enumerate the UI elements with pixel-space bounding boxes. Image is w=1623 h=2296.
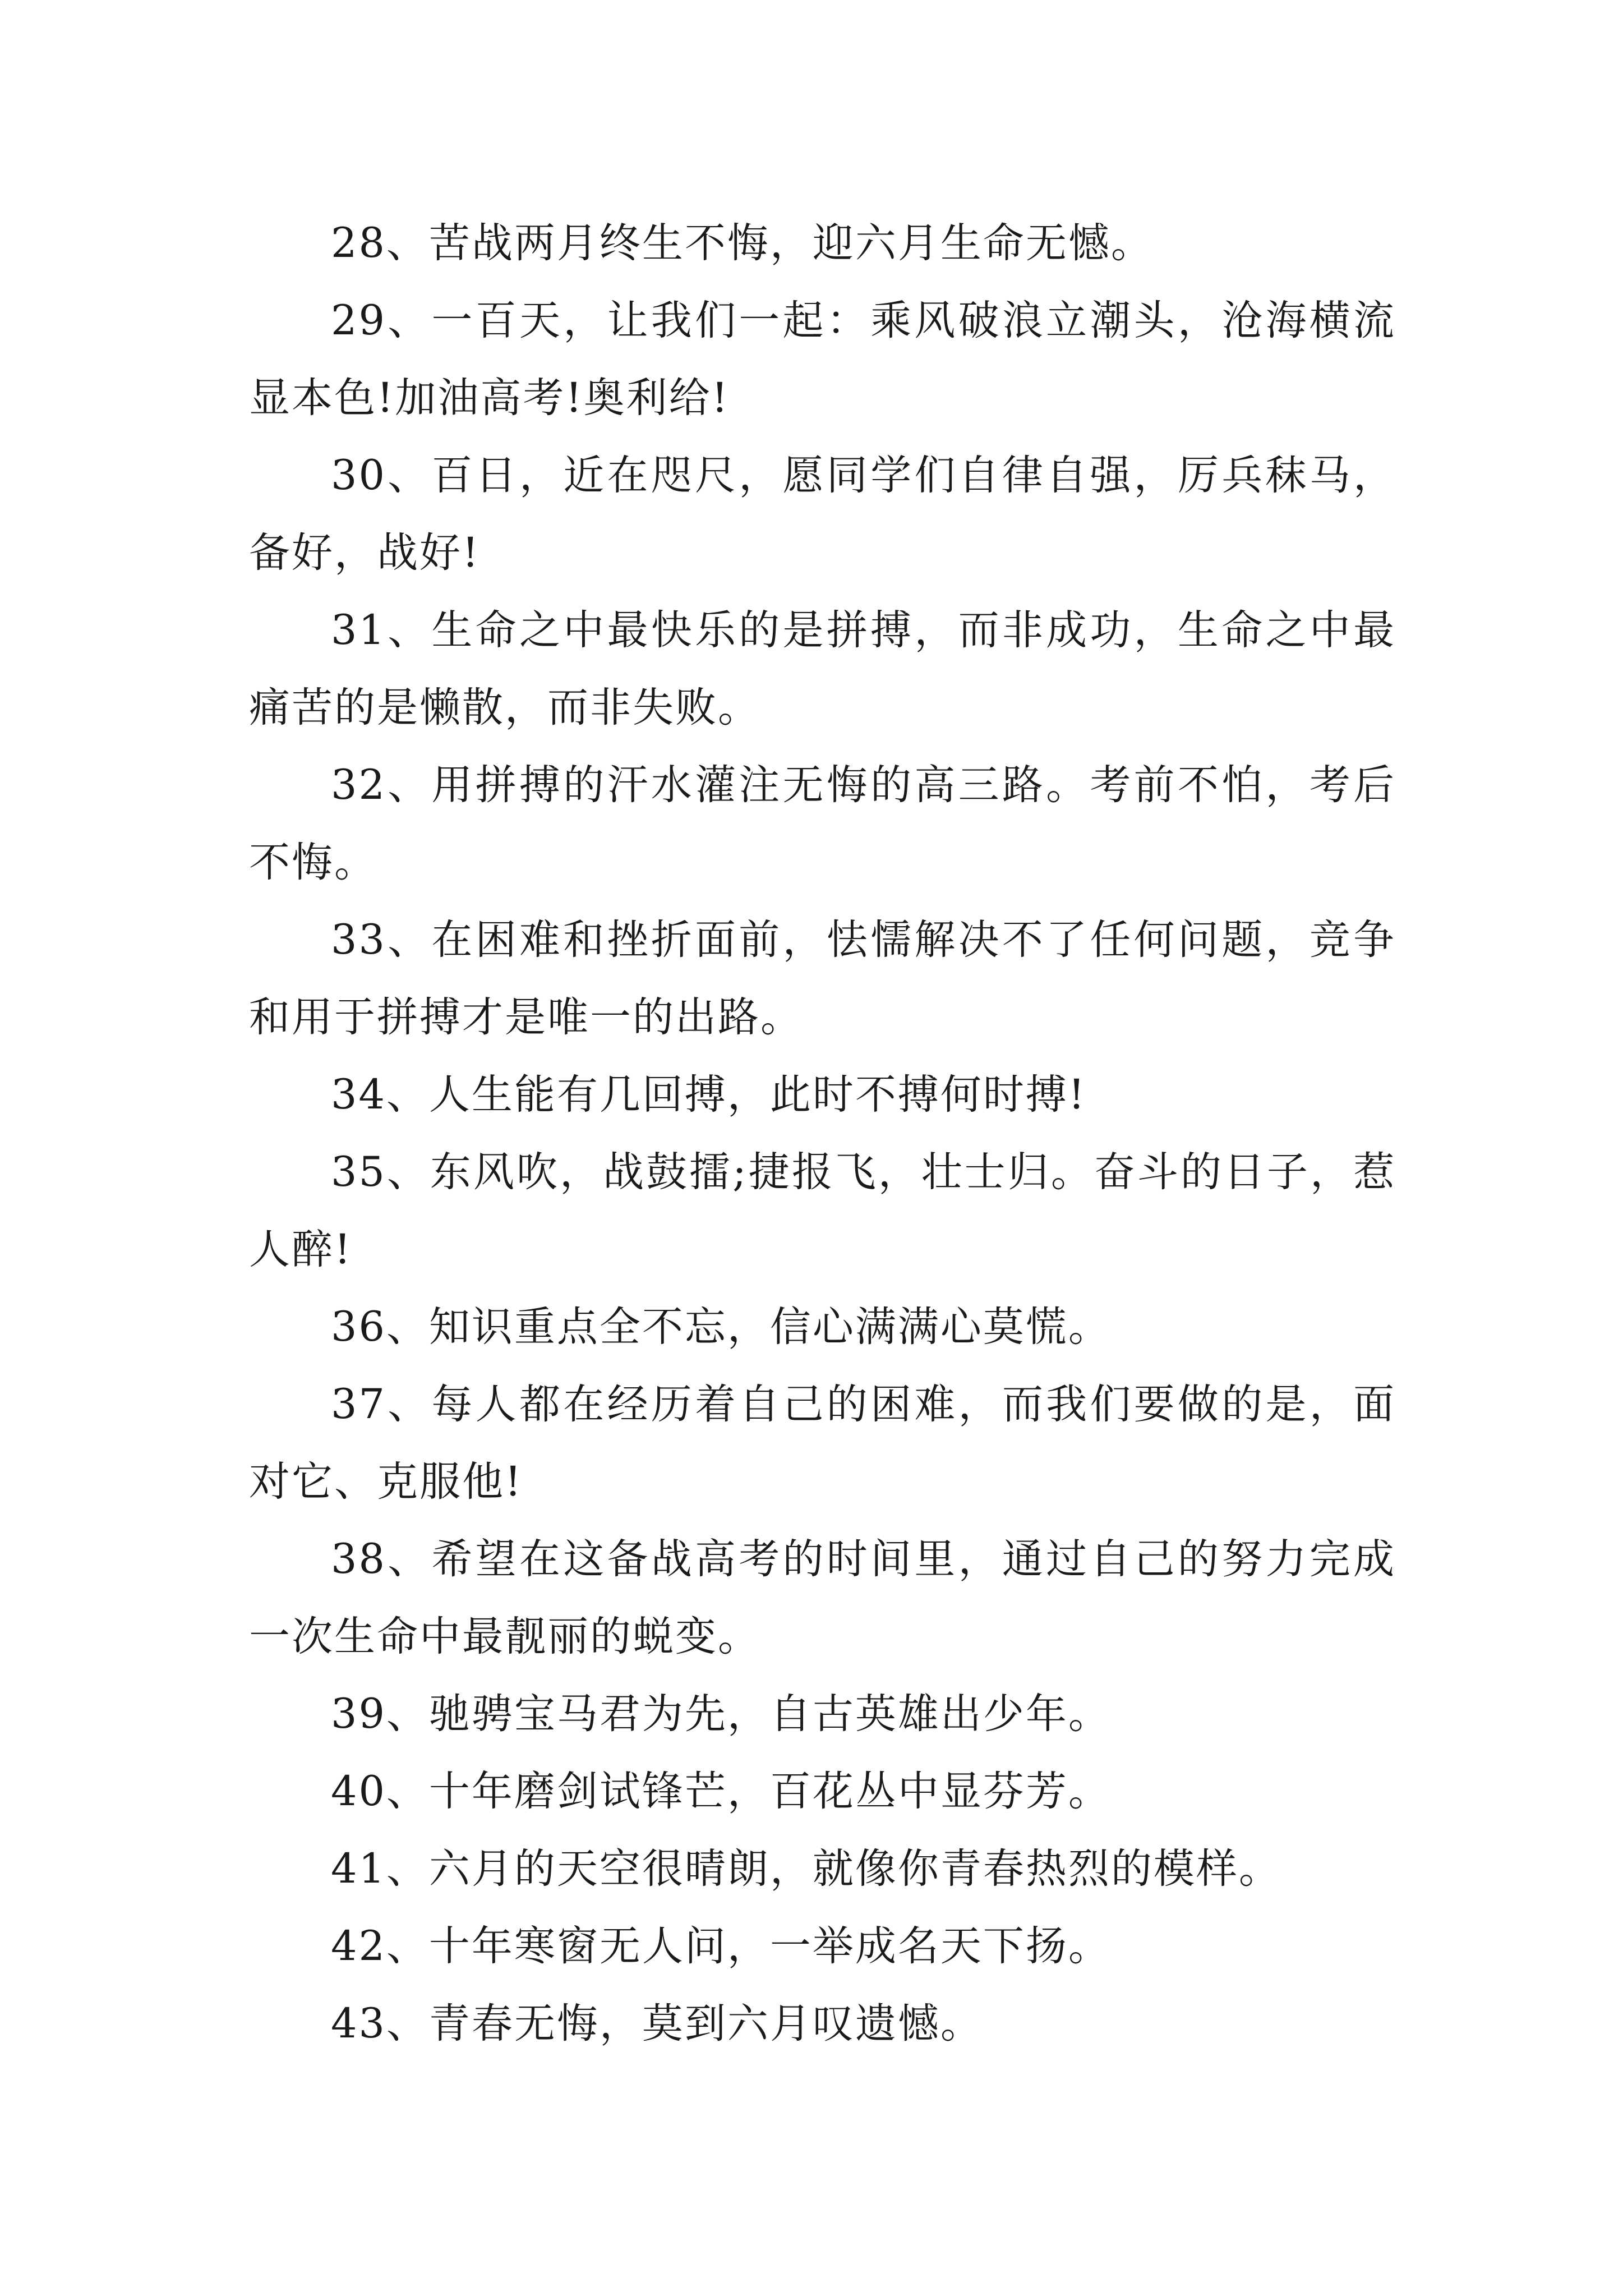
paragraph-36: 36、知识重点全不忘，信心满满心莫慌。 [331, 1303, 1111, 1351]
paragraph-31: 31、生命之中最快乐的是拼搏，而非成功，生命之中最痛苦的是懒散，而非失败。 [249, 606, 1396, 731]
paragraph-30: 30、百日，近在咫尺，愿同学们自律自强，厉兵秣马，备好，战好! [249, 452, 1396, 577]
paragraph-39: 39、驰骋宝马君为先，自古英雄出少年。 [331, 1690, 1111, 1738]
paragraph-28: 28、苦战两月终生不悔，迎六月生命无憾。 [331, 219, 1154, 267]
paragraph-33: 33、在困难和挫折面前，怯懦解决不了任何问题，竞争和用于拼搏才是唯一的出路。 [249, 916, 1396, 1041]
paragraph-41: 41、六月的天空很晴朗，就像你青春热烈的模样。 [331, 1845, 1281, 1893]
document-body [249, 205, 1396, 2063]
paragraph-32: 32、用拼搏的汗水灌注无悔的高三路。考前不怕，考后不悔。 [249, 761, 1396, 886]
paragraph-29: 29、一百天，让我们一起：乘风破浪立潮头，沧海横流显本色!加油高考!奥利给! [249, 297, 1396, 422]
paragraph-40: 40、十年磨剑试锋芒，百花丛中显芬芳。 [331, 1768, 1111, 1815]
paragraph-38: 38、希望在这备战高考的时间里，通过自己的努力完成一次生命中最靓丽的蜕变。 [249, 1535, 1396, 1660]
paragraph-35: 35、东风吹，战鼓擂;捷报飞，壮士归。奋斗的日子，惹人醉! [249, 1148, 1396, 1273]
paragraph-42: 42、十年寒窗无人问，一举成名天下扬。 [331, 1922, 1111, 1970]
paragraph-37: 37、每人都在经历着自己的困难，而我们要做的是，面对它、克服他! [249, 1381, 1396, 1506]
paragraph-43: 43、青春无悔，莫到六月叹遗憾。 [331, 2000, 983, 2047]
paragraph-34: 34、人生能有几回搏，此时不搏何时搏! [331, 1071, 1087, 1119]
